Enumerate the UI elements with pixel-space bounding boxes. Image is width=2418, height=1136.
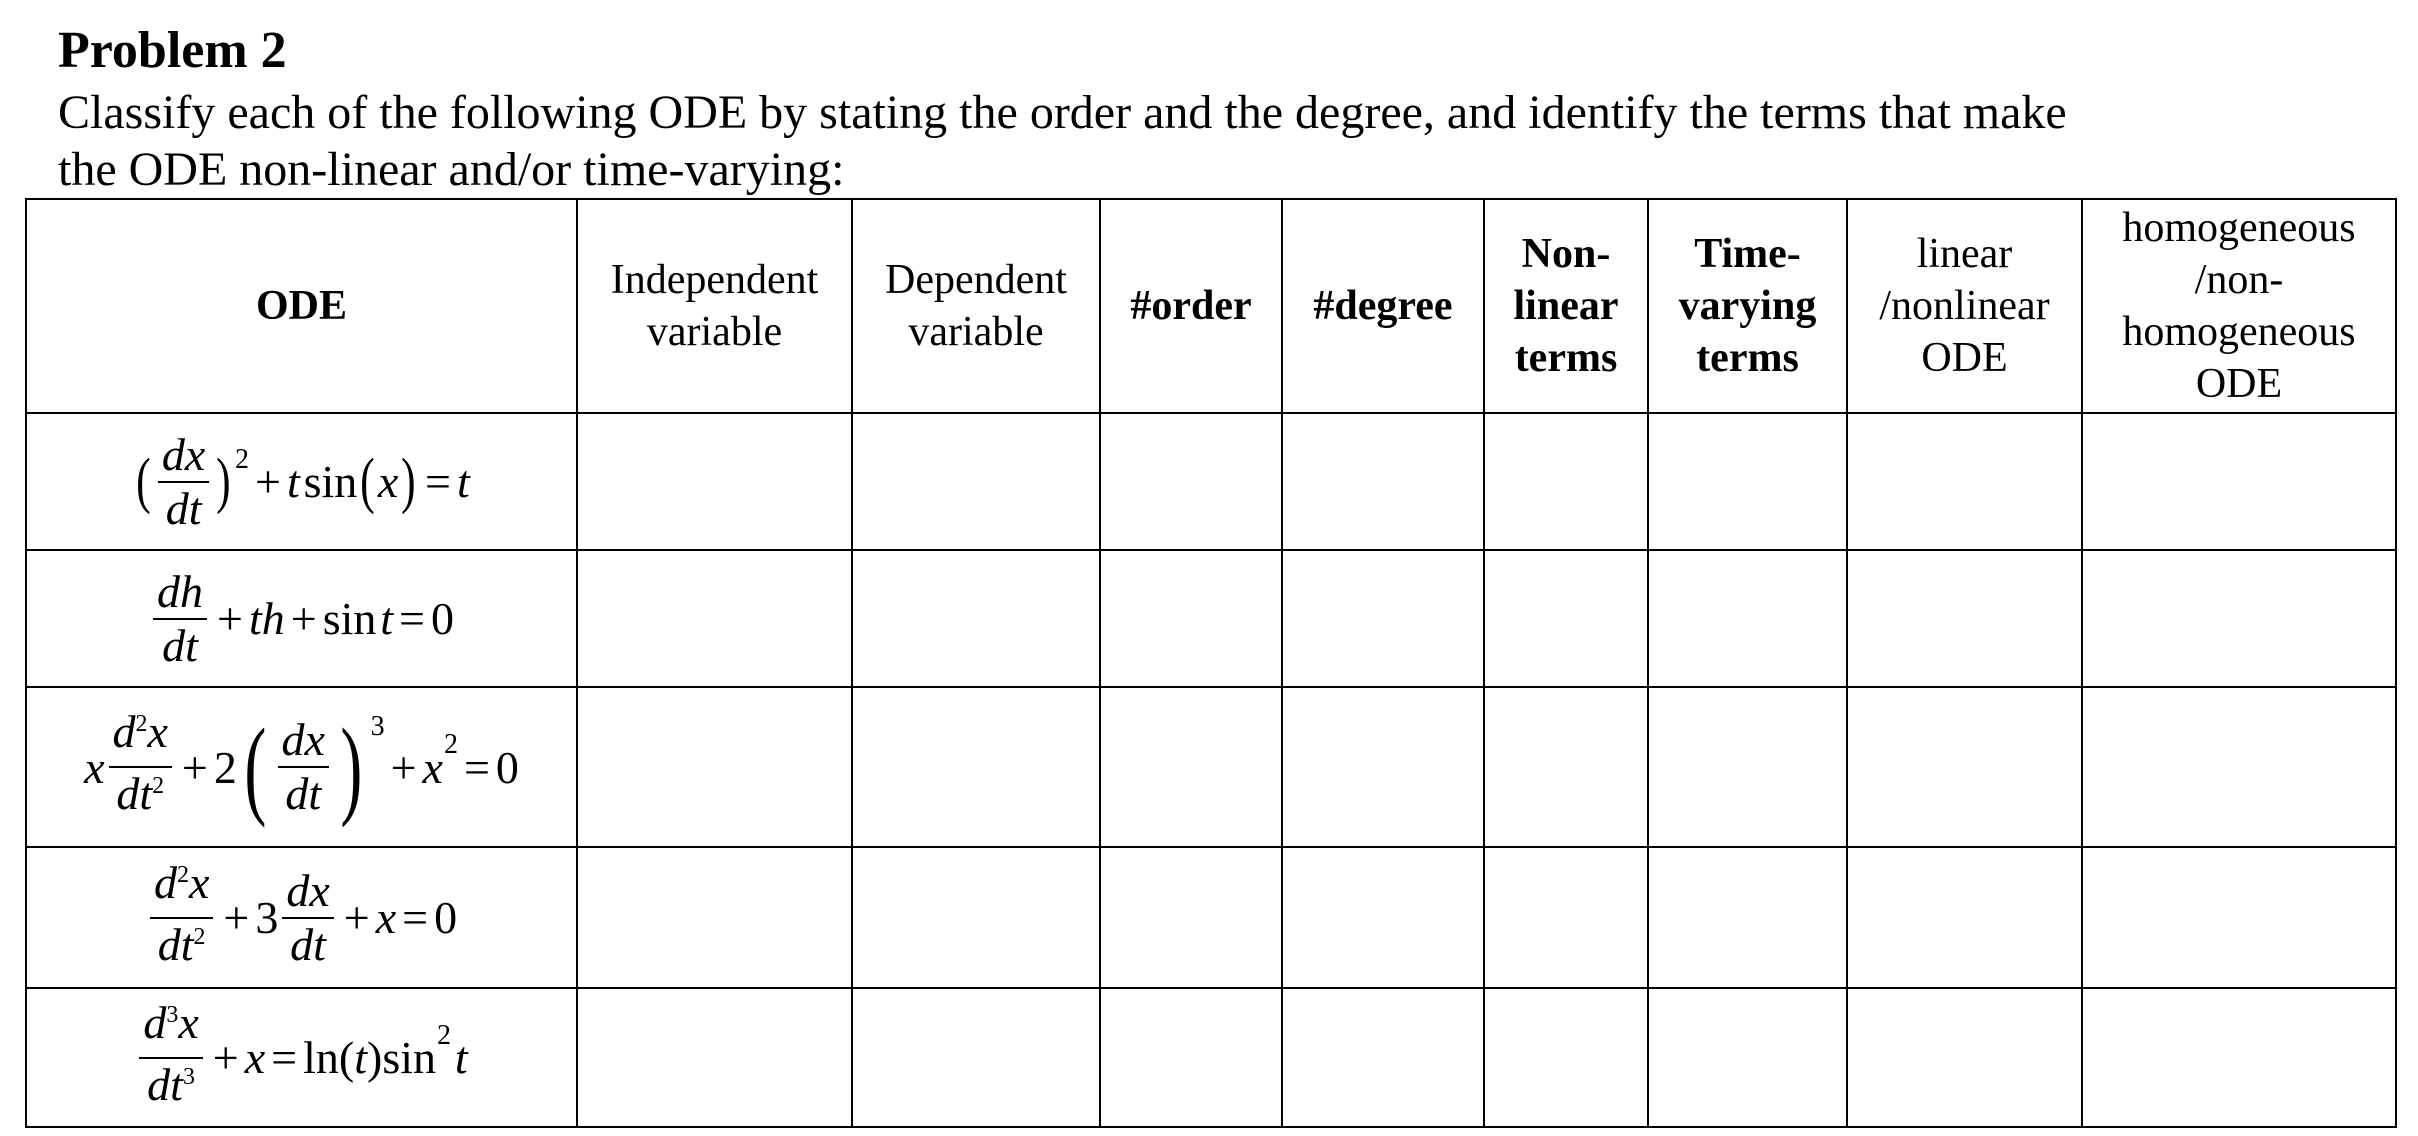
answer-cell-linearity[interactable] [1847,847,2082,988]
header-nonlinear-terms: Non- linear terms [1484,199,1648,413]
answer-cell-dependent[interactable] [852,550,1100,687]
answer-cell-time-varying-terms[interactable] [1648,413,1847,550]
answer-cell-dependent[interactable] [852,687,1100,847]
ode-equation-3: x $\frac{d^2x}{dt^2}$ + 2 ( $\frac{dx}{dt}$ ) 3 + x 2 = 0 [26,687,577,847]
ode-equation-1: ( $\frac{dx}{dt}$ ) 2 + t sin ( x ) = t [26,413,577,550]
answer-cell-homogeneity[interactable] [2082,550,2396,687]
answer-cell-linearity[interactable] [1847,687,2082,847]
answer-cell-degree[interactable] [1282,687,1484,847]
instructions-line-1: Classify each of the following ODE by stating the order and the degree, and identify the terms that make [58,86,2067,139]
answer-cell-dependent[interactable] [852,847,1100,988]
answer-cell-homogeneity[interactable] [2082,988,2396,1127]
table-header-row [26,199,2396,413]
answer-cell-nonlinear-terms[interactable] [1484,550,1648,687]
table-row [26,550,2396,687]
answer-cell-order[interactable] [1100,550,1282,687]
header-order: #order [1100,199,1282,413]
table-row [26,413,2396,550]
answer-cell-nonlinear-terms[interactable] [1484,988,1648,1127]
answer-cell-order[interactable] [1100,687,1282,847]
header-linearity: linear /nonlinear ODE [1847,199,2082,413]
answer-cell-homogeneity[interactable] [2082,847,2396,988]
table-row [26,988,2396,1127]
answer-cell-nonlinear-terms[interactable] [1484,847,1648,988]
answer-cell-degree[interactable] [1282,988,1484,1127]
answer-cell-time-varying-terms[interactable] [1648,847,1847,988]
ode-classification-table [25,198,2397,1128]
ode-equation-5: $\frac{d^3x}{dt^3}$ + x = ln ( t ) sin 2 t [26,988,577,1127]
answer-cell-independent[interactable] [577,550,852,687]
answer-cell-dependent[interactable] [852,413,1100,550]
header-homogeneity: homogeneous /non- homogeneous ODE [2082,199,2396,413]
ode-equation-4: $\frac{d^2x}{dt^2}$ + 3 $\frac{dx}{dt}$ + x = 0 [26,847,577,988]
answer-cell-nonlinear-terms[interactable] [1484,687,1648,847]
answer-cell-independent[interactable] [577,847,852,988]
header-independent-variable: Independent variable [577,199,852,413]
header-ode: ODE [26,199,577,413]
answer-cell-degree[interactable] [1282,550,1484,687]
answer-cell-degree[interactable] [1282,413,1484,550]
header-time-varying-terms: Time- varying terms [1648,199,1847,413]
answer-cell-independent[interactable] [577,413,852,550]
answer-cell-order[interactable] [1100,413,1282,550]
answer-cell-linearity[interactable] [1847,550,2082,687]
answer-cell-time-varying-terms[interactable] [1648,550,1847,687]
table-row [26,847,2396,988]
answer-cell-homogeneity[interactable] [2082,413,2396,550]
instructions-line-2: the ODE non-linear and/or time-varying: [58,143,845,196]
header-dependent-variable: Dependent variable [852,199,1100,413]
answer-cell-nonlinear-terms[interactable] [1484,413,1648,550]
answer-cell-dependent[interactable] [852,988,1100,1127]
header-degree: #degree [1282,199,1484,413]
answer-cell-homogeneity[interactable] [2082,687,2396,847]
answer-cell-independent[interactable] [577,687,852,847]
table-row [26,687,2396,847]
answer-cell-degree[interactable] [1282,847,1484,988]
answer-cell-independent[interactable] [577,988,852,1127]
answer-cell-time-varying-terms[interactable] [1648,988,1847,1127]
answer-cell-linearity[interactable] [1847,988,2082,1127]
problem-instructions [58,84,2378,198]
ode-equation-2: $\frac{dh}{dt}$ + th + sin t = 0 [26,550,577,687]
problem-title: Problem 2 [58,22,287,79]
answer-cell-time-varying-terms[interactable] [1648,687,1847,847]
answer-cell-order[interactable] [1100,988,1282,1127]
answer-cell-linearity[interactable] [1847,413,2082,550]
answer-cell-order[interactable] [1100,847,1282,988]
